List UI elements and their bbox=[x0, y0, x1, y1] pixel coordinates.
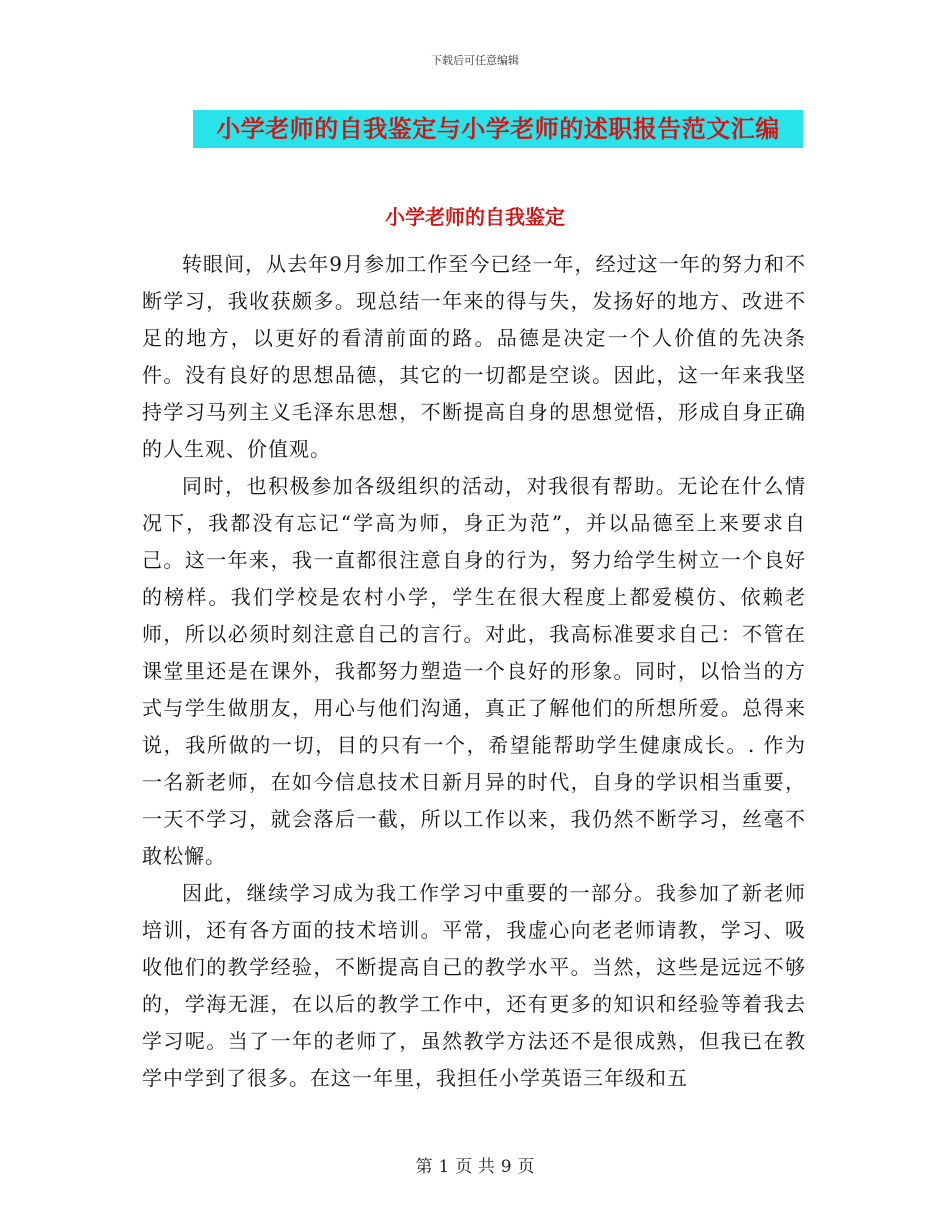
document-body bbox=[142, 246, 806, 1097]
paragraph: 因此，继续学习成为我工作学习中重要的一部分。我参加了新老师培训，还有各方面的技术培训。平常，我虚心向老老师请教，学习、吸收他们的教学经验，不断提高自己的教学水平。当然，这些是远远不够的，学海无涯，在以后的教学工作中，还有更多的知识和经验等着我去学习呢。当了一年的老师了，虽然教学方法还不是很成熟，但我已在教学中学到了很多。在这一年里，我担任小学英语三年级和五 bbox=[142, 881, 806, 1090]
total-pages-number: 9 bbox=[500, 1157, 512, 1177]
page-label-prefix: 第 bbox=[415, 1157, 433, 1177]
document-title: 小学老师的自我鉴定与小学老师的述职报告范文汇编 bbox=[216, 114, 780, 143]
document-title-highlight bbox=[193, 110, 803, 148]
paragraph: 转眼间，从去年9月参加工作至今已经一年，经过这一年的努力和不断学习，我收获颇多。现总结一年来的得与失，发扬好的地方、改进不足的地方，以更好的看清前面的路。品德是决定一个人价值的先决条件。没有良好的思想品德，其它的一切都是空谈。因此，这一年来我坚持学习马列主义毛泽东思想，不断提高自身的思想觉悟，形成自身正确的人生观、价值观。 bbox=[142, 252, 806, 461]
section-title: 小学老师的自我鉴定 bbox=[385, 205, 565, 229]
page-footer bbox=[0, 1152, 950, 1177]
paragraph: 同时，也积极参加各级组织的活动，对我很有帮助。无论在什么情况下，我都没有忘记“学高为师，身正为范”，并以品德至上来要求自己。这一年来，我一直都很注意自身的行为，努力给学生树立一个良好的榜样。我们学校是农村小学，学生在很大程度上都爱模仿、依赖老师，所以必须时刻注意自己的言行。对此，我高标准要求自己：不管在课堂里还是在课外，我都努力塑造一个良好的形象。同时，以恰当的方式与学生做朋友，用心与他们沟通，真正了解他们的所想所爱。总得来说，我所做的一切，目的只有一个，希望能帮助学生健康成长。. 作为一名新老师，在如今信息技术日新月异的时代，自身的学识相当重要，一天不学习，就会落后一截，所以工作以来，我仍然不断学习，丝毫不敢松懈。 bbox=[142, 474, 806, 868]
page-label-suffix: 页 bbox=[517, 1157, 535, 1177]
page-label-mid: 页 共 bbox=[455, 1157, 495, 1177]
page-header-note: 下载后可任意编辑 bbox=[431, 54, 519, 67]
current-page-number: 1 bbox=[438, 1157, 450, 1177]
